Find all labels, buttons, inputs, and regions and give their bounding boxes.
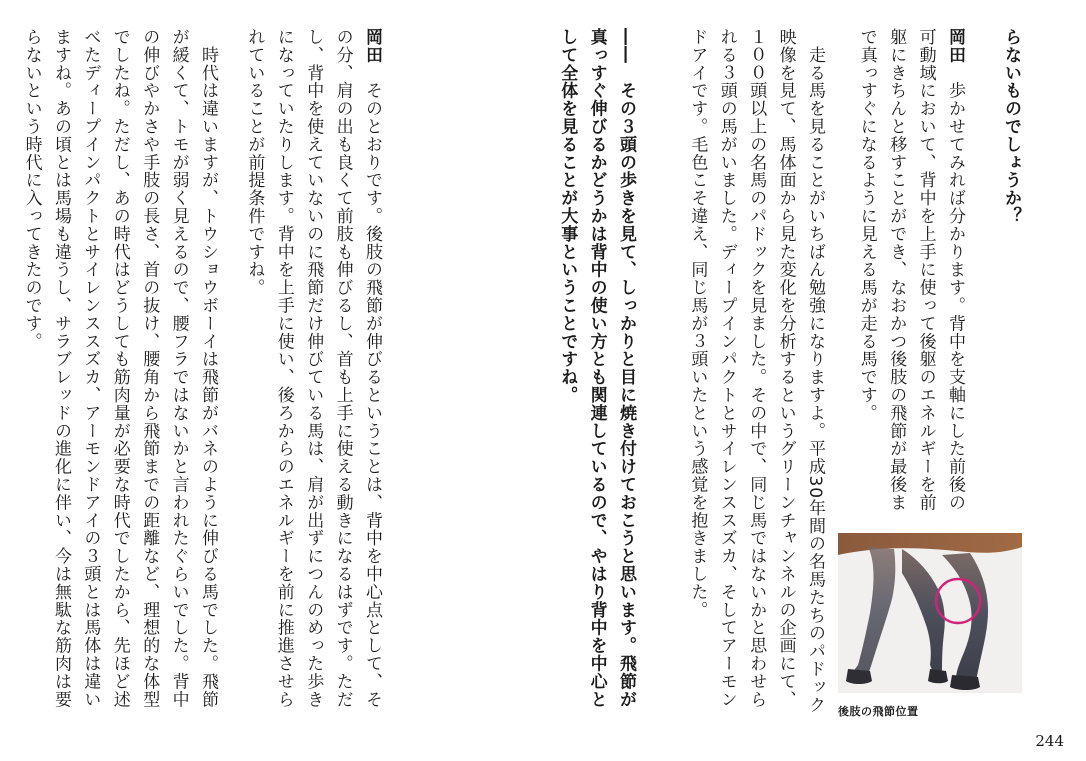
hind-leg-photo <box>838 533 1022 693</box>
speaker-label: 岡田 <box>945 28 965 64</box>
interviewer-question-text: その３頭の歩きを見て、しっかりと目に焼き付けておこうと思います。飛節が真っすぐ伸びるかどうかは背中の使い方とも関連しているので、やはり背中を中心として全体を見ることが大事ということですね。 <box>557 28 636 709</box>
paragraph-paddock-text: 走る馬を見ることがいちばん勉強になりますよ。平成30年間の名馬たちのパドック映像を見て、馬体面から見た変化を分析するというグリーンチャンネルの企画にて、１００頭以上の名馬のパドックを見ました。その中で、同じ馬ではないかと思わせられる３頭の馬がいました。ディープインパクトとサイレンススズカ、そしてアーモンドアイです。毛色こそ違え、同じ馬が３頭いたという感覚を抱きました。 <box>687 28 825 714</box>
interviewer-question <box>544 28 640 718</box>
interviewer-dash: ―― <box>616 28 636 64</box>
hind-leg-illustration <box>838 533 1022 693</box>
okada-answer-2-text: そのとおりです。後肢の飛節が伸びるということは、背中を中心点として、その分、肩の出も良くて前肢も伸びるし、首も上手に使える動きになるはずです。ただし、背中を使えていないのに飛節だけ伸びている馬は、肩が出ずにつんのめった歩きになっていたりします。背中を上手に使い、後ろからのエネルギーを前に推進させられていることが前提条件ですね。 <box>244 28 382 709</box>
paragraph-paddock <box>663 28 829 718</box>
photo-caption: 後肢の飛節位置 <box>838 705 919 718</box>
okada-answer-1 <box>839 28 969 528</box>
page-number: 244 <box>1035 732 1064 750</box>
paragraph-toshoboy <box>21 28 222 718</box>
speaker-label: 岡田 <box>362 28 382 64</box>
okada-answer-1-text: 歩かせてみれば分かります。背中を支軸にした前後の可動域において、背中を上手に使って後躯のエネルギーを前躯にきちんと移すことができ、なおかつ後肢の飛節が最後まで真っすぐになるように見える馬が走る馬です。 <box>856 28 965 512</box>
question-tail-text: らないものでしょうか？ <box>1001 28 1021 225</box>
paragraph-toshoboy-text: 時代は違いますが、トウショウボーイは飛節がバネのように伸びる馬でした。飛節が緩くて、トモが弱く見えるので、腰フラではないかと言われたぐらいでした。背中の伸びやかさや手肢の長さ、首の抜け、腰角から飛節までの距離など、理想的な体型でしたね。ただし、あの時代はどうしても筋肉量が必要な時代でしたから、先ほど述べたディープインパクトとサイレンススズカ、アーモンドアイの３頭とは馬体は違いますね。あの頃とは馬場も違うし、サラブレッドの進化に伴い、今は無駄な筋肉は要らないという時代に入ってきたのです。 <box>21 28 218 709</box>
okada-answer-2 <box>236 28 386 718</box>
